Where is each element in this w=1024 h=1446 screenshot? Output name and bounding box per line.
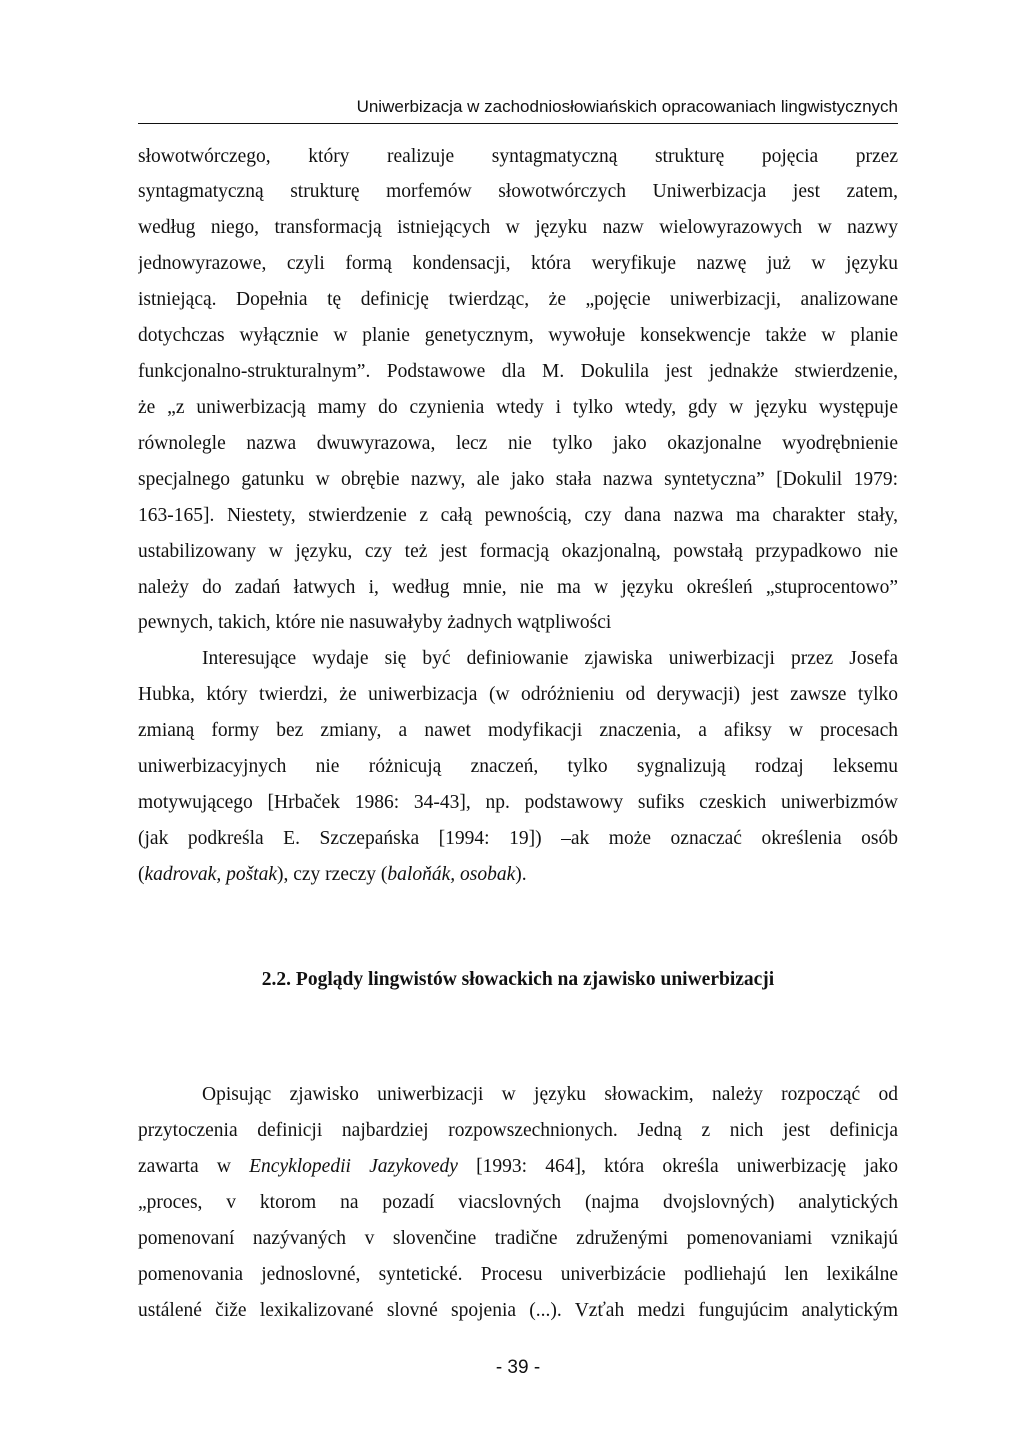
italic-example: kadrovak, poštak — [144, 864, 277, 885]
text-line: równolegle nazwa dwuwyrazowa, lecz nie tylko jako okazjonalne wyodrębnienie — [138, 433, 898, 454]
text-line: uniwerbizacyjnych nie różnicują znaczeń, tylko sygnalizują rodzaj leksemu — [138, 756, 898, 777]
section-heading — [138, 967, 898, 993]
text-line: Opisując zjawisko uniwerbizacji w języku słowackim, należy rozpocząć od — [202, 1084, 898, 1105]
text-line: specjalnego gatunku w obrębie nazwy, ale jako stała nazwa syntetyczna” [Dokulil 1979: — [138, 469, 898, 490]
text-line: pomenovania jednoslovné, syntetické. Procesu univerbizácie podliehajú len lexikálne — [138, 1264, 898, 1285]
text-line: zmianą formy bez zmiany, a nawet modyfikacji znaczenia, a afiksy w procesach — [138, 720, 898, 741]
text-line: dotychczas wyłącznie w planie genetycznym, wywołuje konsekwencje także w planie — [138, 325, 898, 346]
text-line: syntagmatyczną strukturę morfemów słowotwórczych Uniwerbizacja jest zatem, — [138, 181, 898, 202]
page-number: - 39 - — [495, 1357, 541, 1378]
text-line: ustálené čiže lexikalizované slovné spojenia (...). Vzťah medzi fungujúcim analytickým — [138, 1300, 898, 1321]
text-line — [138, 1154, 898, 1180]
text-line: funkcjonalno-strukturalnym”. Podstawowe dla M. Dokulila jest jednakże stwierdzenie, — [138, 361, 898, 382]
text-line: według niego, transformacją istniejących w języku nazw wielowyrazowych w nazwy — [138, 217, 898, 238]
text-line: motywującego [Hrbaček 1986: 34-43], np. podstawowy sufiks czeskich uniwerbizmów — [138, 792, 898, 813]
text-fragment: [1993: 464], która określa uniwerbizację jako — [457, 1156, 898, 1177]
text-fragment: ). — [515, 864, 527, 885]
section-title: Poglądy lingwistów słowackich na zjawisko uniwerbizacji — [295, 969, 775, 990]
running-header: Uniwerbizacja w zachodniosłowiańskich opracowaniach lingwistycznych — [356, 97, 898, 116]
header-rule — [138, 123, 898, 124]
text-line: że „z uniwerbizacją mamy do czynienia wtedy i tylko wtedy, gdy w języku występuje — [138, 397, 898, 418]
text-line: przytoczenia definicji najbardziej rozpowszechnionych. Jedną z nich jest definicja — [138, 1120, 898, 1141]
text-line: Interesujące wydaje się być definiowanie zjawiska uniwerbizacji przez Josefa — [202, 648, 898, 669]
section-number: 2.2. — [261, 969, 292, 990]
text-line: istniejącą. Dopełnia tę definicję twierdząc, że „pojęcie uniwerbizacji, analizowane — [138, 289, 898, 310]
text-line: jednowyrazowe, czyli formą kondensacji, która weryfikuje nazwę już w języku — [138, 253, 898, 274]
text-line: pewnych, takich, które nie nasuwałyby żadnych wątpliwości — [138, 612, 612, 633]
text-line: pomenovaní nazývaných v slovenčine tradične združenými pomenovaniami vznikajú — [138, 1228, 898, 1249]
italic-example: baloňák, osobak — [387, 864, 516, 885]
text-fragment: zawarta w — [138, 1156, 250, 1177]
text-fragment: ( — [138, 864, 145, 885]
italic-title: Encyklopedii Jazykovedy — [249, 1156, 458, 1177]
text-line — [138, 862, 898, 888]
text-line: 163-165]. Niestety, stwierdzenie z całą pewnością, czy dana nazwa ma charakter stały, — [138, 505, 898, 526]
text-fragment: ), czy rzeczy ( — [277, 864, 388, 885]
text-line: słowotwórczego, który realizuje syntagmatyczną strukturę pojęcia przez — [138, 146, 898, 167]
text-line: ustabilizowany w języku, czy też jest formacją okazjonalną, powstałą przypadkowo nie — [138, 541, 898, 562]
text-line: „proces, v ktorom na pozadí viacslovných (najma dvojslovných) analytických — [138, 1192, 898, 1213]
text-line: Hubka, który twierdzi, że uniwerbizacja (w odróżnieniu od derywacji) jest zawsze tylko — [138, 684, 898, 705]
text-line: należy do zadań łatwych i, według mnie, nie ma w języku określeń „stuprocentowo” — [138, 577, 898, 598]
text-line: (jak podkreśla E. Szczepańska [1994: 19]) –ak może oznaczać określenia osób — [138, 828, 898, 849]
